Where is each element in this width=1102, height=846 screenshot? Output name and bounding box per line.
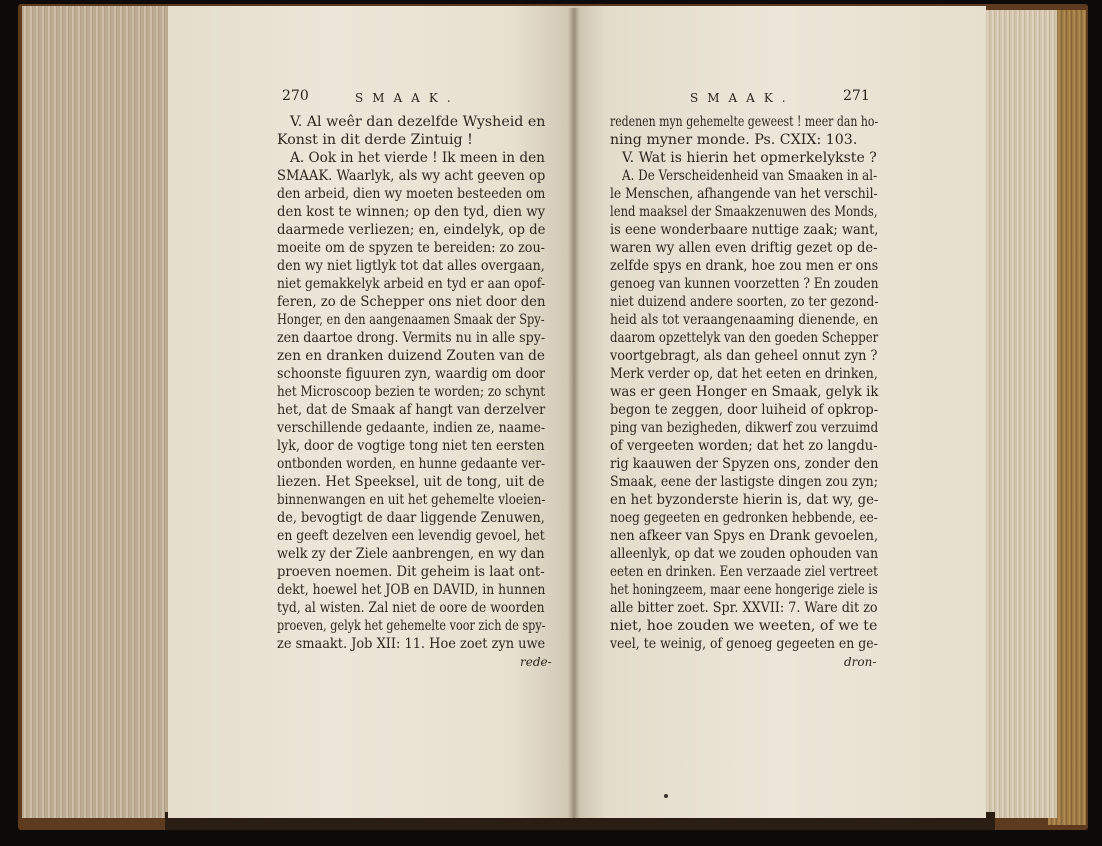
- text-line: zen en dranken duizend Zouten van de: [277, 348, 545, 364]
- text-line: den wy niet ligtlyk tot dat alles overgaan,: [277, 258, 545, 274]
- text-line: Honger, en den aangenaamen Smaak der Spy-: [277, 312, 545, 328]
- text-line: niet gemakkelyk arbeid en tyd er aan opof-: [277, 276, 545, 292]
- left-catchword: rede-: [520, 655, 552, 669]
- text-line: daarom opzettelyk van den goeden Schepper: [610, 330, 879, 346]
- text-line: de, bevogtigt de daar liggende Zenuwen,: [277, 510, 545, 526]
- text-line: Konst in dit derde Zintuig !: [277, 132, 473, 148]
- text-line: eeten en drinken. Een verzaade ziel vertreet: [610, 564, 878, 580]
- text-line: is eene wonderbaare nuttige zaak; want,: [610, 222, 879, 238]
- text-line: zen daartoe drong. Vermits nu in alle spy-: [277, 330, 546, 346]
- text-line: schoonste figuuren zyn, waardig om door: [277, 366, 546, 382]
- text-line: veel, te weinig, of genoeg gegeeten en ge-: [610, 636, 878, 652]
- text-line: het honingzeem, maar eene hongerige ziele is: [610, 582, 878, 598]
- text-line: welk zy der Ziele aanbrengen, en wy dan: [277, 546, 545, 562]
- text-line: en het byzonderste hierin is, dat wy, ge-: [610, 492, 879, 508]
- page-block-left: [22, 6, 170, 818]
- text-line: proeven noemen. Dit geheim is laat ont-: [277, 564, 545, 580]
- text-line: moeite om de spyzen te bereiden: zo zou-: [277, 240, 546, 256]
- text-line: rig kaauwen der Spyzen ons, zonder den: [610, 456, 879, 472]
- text-line: A. Ook in het vierde ! Ik meen in den: [290, 150, 545, 166]
- text-line: ping van bezigheden, dikwerf zou verzuimd: [610, 420, 879, 436]
- text-line: V. Al weêr dan dezelfde Wysheid en: [290, 114, 546, 130]
- text-line: daarmede verliezen; en, eindelyk, op de: [277, 222, 546, 238]
- text-line: alleenlyk, op dat we zouden ophouden van: [610, 546, 879, 562]
- text-line: A. De Verscheidenheid van Smaaken in al-: [622, 168, 878, 184]
- text-line: dekt, hoewel het JOB en DAVID, in hunnen: [277, 582, 546, 598]
- left-page-number: 270: [282, 88, 309, 104]
- text-line: en geeft dezelven een levendig gevoel, het: [277, 528, 545, 544]
- text-line: heid als tot veraangenaaming dienende, en: [610, 312, 879, 328]
- text-line: SMAAK. Waarlyk, als wy acht geeven op: [277, 168, 546, 184]
- right-page-number: 271: [843, 88, 870, 104]
- right-running-head: SMAAK.: [690, 91, 795, 105]
- text-line: lend maaksel der Smaakzenuwen des Monds,: [610, 204, 878, 220]
- text-line: niet duizend andere soorten, zo ter gezond-: [610, 294, 879, 310]
- text-line: redenen myn gehemelte geweest ! meer dan ho-: [610, 114, 879, 130]
- text-line: was er geen Honger en Smaak, gelyk ik: [610, 384, 879, 400]
- text-line: of vergeeten worden; dat het zo langdu-: [610, 438, 878, 454]
- text-line: liezen. Het Speeksel, uit de tong, uit de: [277, 474, 545, 490]
- text-line: den arbeid, dien wy moeten besteeden om: [277, 186, 546, 202]
- page-mark: [664, 794, 668, 798]
- text-line: alle bitter zoet. Spr. XXVII: 7. Ware dit zo: [610, 600, 878, 616]
- book-gutter: [568, 8, 580, 818]
- left-running-head: SMAAK.: [355, 91, 460, 105]
- text-line: V. Wat is hierin het opmerkelykste ?: [622, 150, 877, 166]
- text-line: niet, hoe zouden we weeten, of we te: [610, 618, 878, 634]
- text-line: tyd, al wisten. Zal niet de oore de woorden: [277, 600, 545, 616]
- text-line: verschillende gedaante, indien ze, naame-: [277, 420, 546, 436]
- text-line: genoeg van kunnen voorzetten ? En zouden: [610, 276, 879, 292]
- text-line: ontbonden worden, en hunne gedaante ver-: [277, 456, 546, 472]
- text-line: waren wy allen even driftig gezet op de-: [610, 240, 878, 256]
- text-line: het Microscoop bezien te worden; zo schynt: [277, 384, 546, 400]
- right-catchword: dron-: [844, 655, 877, 669]
- text-line: Merk verder op, dat het eeten en drinken,: [610, 366, 878, 382]
- text-line: lyk, door de vogtige tong niet ten eersten: [277, 438, 545, 454]
- text-line: le Menschen, afhangende van het verschil-: [610, 186, 878, 202]
- text-line: den kost te winnen; op den tyd, dien wy: [277, 204, 546, 220]
- text-line: nen afkeer van Spys en Drank gevoelen,: [610, 528, 879, 544]
- text-line: ning myner monde. Ps. CXIX: 103.: [610, 132, 858, 148]
- text-line: ze smaakt. Job XII: 11. Hoe zoet zyn uwe: [277, 636, 546, 652]
- text-line: Smaak, eene der lastigste dingen zou zyn;: [610, 474, 878, 490]
- page-block-right: [985, 10, 1057, 818]
- text-line: feren, zo de Schepper ons niet door den: [277, 294, 546, 310]
- text-line: zelfde spys en drank, hoe zou men er ons: [610, 258, 879, 274]
- text-line: begon te zeggen, door luiheid of opkrop-: [610, 402, 879, 418]
- text-line: binnenwangen en uit het gehemelte vloeien-: [277, 492, 546, 508]
- text-line: noeg gegeeten en gedronken hebbende, ee-: [610, 510, 878, 526]
- text-line: voortgebragt, als dan geheel onnut zyn ?: [610, 348, 878, 364]
- text-line: proeven, gelyk het gehemelte voor zich de spy-: [277, 618, 546, 634]
- text-line: het, dat de Smaak af hangt van derzelver: [277, 402, 546, 418]
